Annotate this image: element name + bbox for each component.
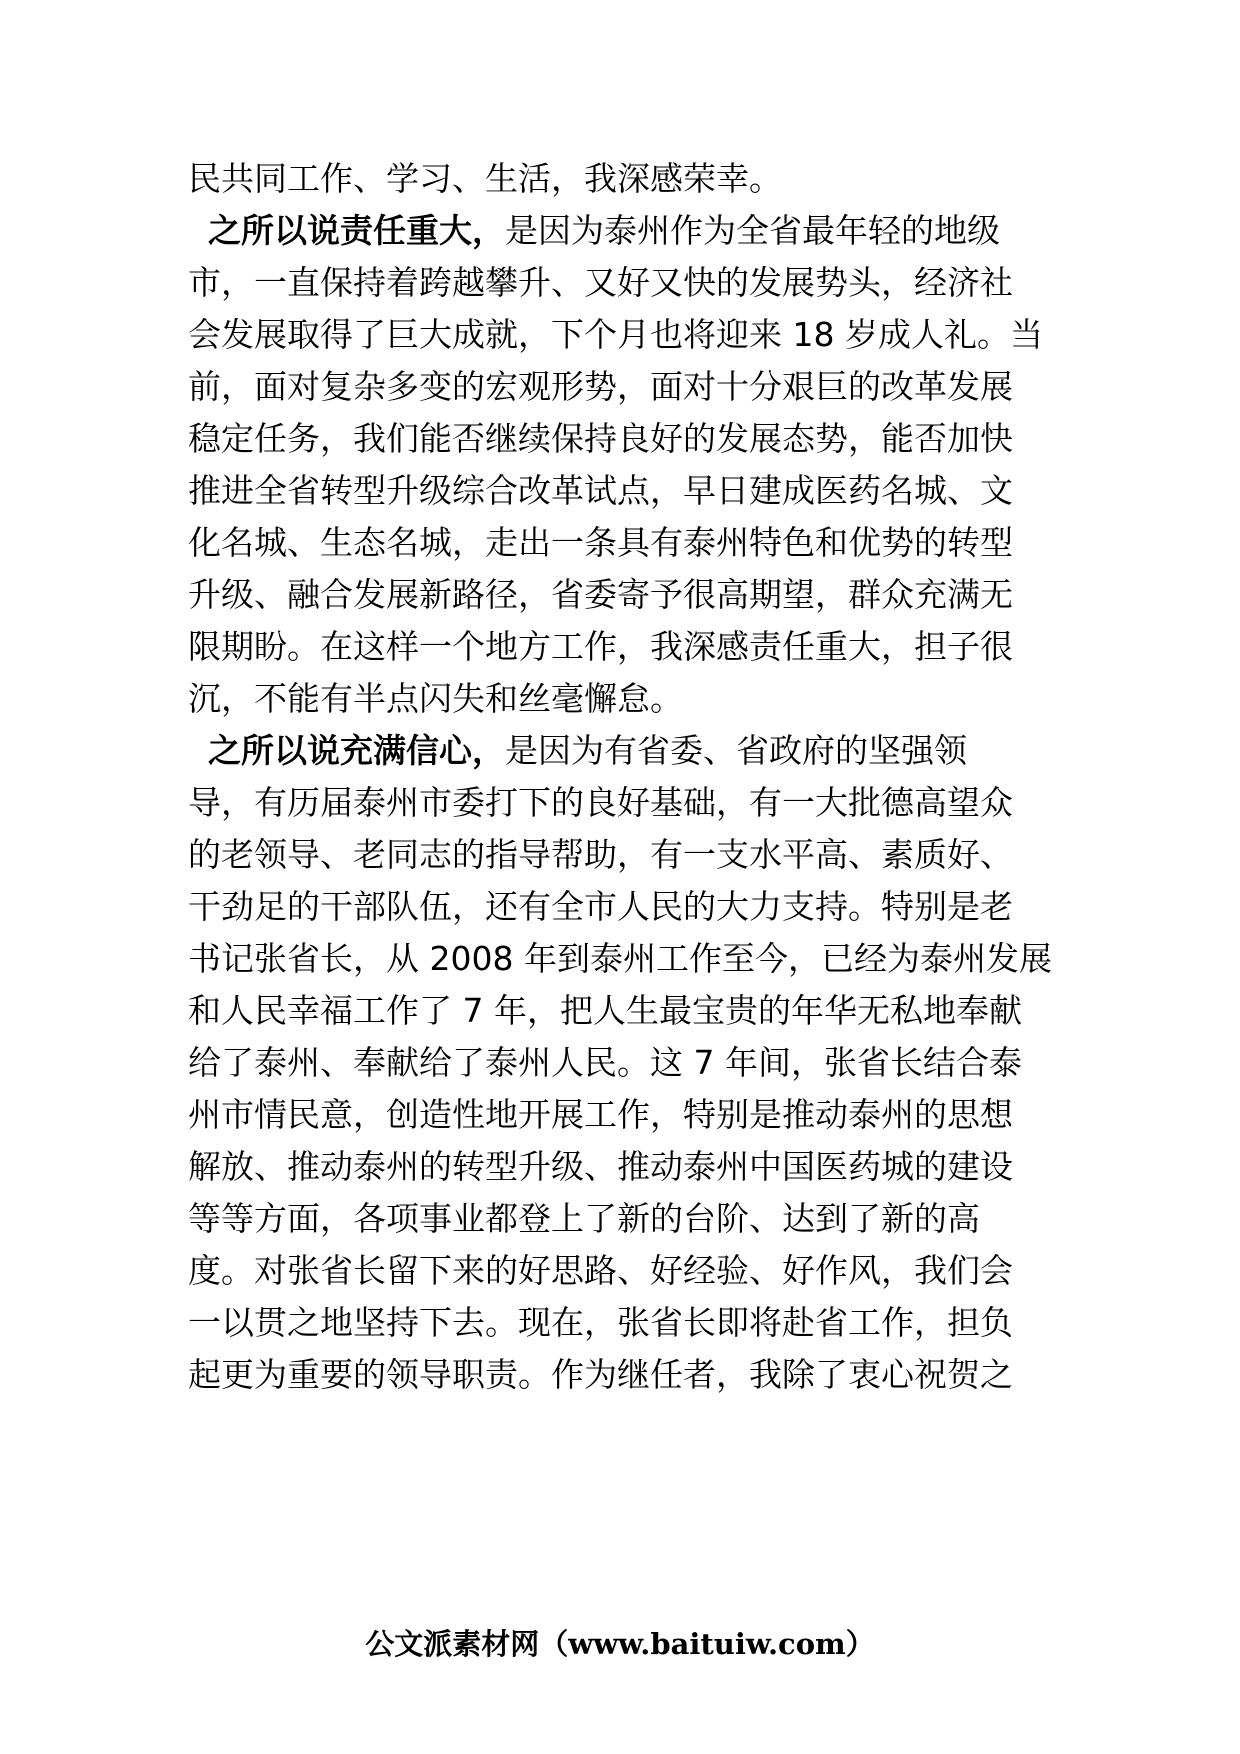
text-line <box>188 523 1013 563</box>
text-line-regular: 前，面对复杂多变的宏观形势，面对十分艰巨的改革发展 <box>188 367 1013 406</box>
text-line-regular: 的老领导、老同志的指导帮助，有一支水平高、素质好、 <box>188 835 1013 874</box>
text-line <box>188 471 1013 511</box>
text-line <box>188 1251 1013 1291</box>
text-line <box>188 1043 1022 1083</box>
text-line-regular: 起更为重要的领导职责。作为继任者，我除了衷心祝贺之 <box>188 1355 1013 1394</box>
text-line-regular: 州市情民意，创造性地开展工作，特别是推动泰州的思想 <box>188 1095 1013 1134</box>
text-line-regular: 给了泰州、奉献给了泰州人民。这 7 年间，张省长结合泰 <box>188 1043 1022 1082</box>
text-line <box>188 627 1013 667</box>
text-line-regular: 沉，不能有半点闪失和丝毫懈怠。 <box>188 679 683 718</box>
text-line-regular: 干劲足的干部队伍，还有全市人民的大力支持。特别是老 <box>188 887 1013 926</box>
text-line <box>188 419 1013 459</box>
text-line <box>188 1147 1013 1187</box>
page-footer: 公文派素材网（www.baituiw.com） <box>365 1627 875 1661</box>
text-line-regular: 市，一直保持着跨越攀升、又好又快的发展势头，经济社 <box>188 263 1013 302</box>
text-line <box>188 367 1013 407</box>
paragraph-start-line <box>208 211 1000 251</box>
text-line-regular: 化名城、生态名城，走出一条具有泰州特色和优势的转型 <box>188 523 1013 562</box>
text-line <box>188 783 1013 823</box>
text-line-regular: 会发展取得了巨大成就，下个月也将迎来 18 岁成人礼。当 <box>188 315 1043 354</box>
paragraph-start-line <box>208 731 967 771</box>
text-line <box>188 1355 1013 1395</box>
text-line-regular: 推进全省转型升级综合改革试点，早日建成医药名城、文 <box>188 471 1013 510</box>
text-line-regular: 导，有历届泰州市委打下的良好基础，有一大批德高望众 <box>188 783 1013 822</box>
text-line <box>188 887 1013 927</box>
text-line <box>188 1199 980 1239</box>
text-line <box>188 263 1013 303</box>
text-line-regular: 和人民幸福工作了 7 年，把人生最宝贵的年华无私地奉献 <box>188 991 1022 1030</box>
text-line-regular: 是因为泰州作为全省最年轻的地级 <box>505 211 1000 250</box>
text-line-regular: 升级、融合发展新路径，省委寄予很高期望，群众充满无 <box>188 575 1013 614</box>
text-line-bold: 之所以说责任重大， <box>208 211 505 250</box>
text-line <box>188 991 1022 1031</box>
text-line-regular: 民共同工作、学习、生活，我深感荣幸。 <box>188 159 782 198</box>
text-line <box>188 315 1043 355</box>
text-line <box>188 575 1013 615</box>
text-line-regular: 是因为有省委、省政府的坚强领 <box>505 731 967 770</box>
text-line <box>188 1095 1013 1135</box>
text-line-regular: 书记张省长，从 2008 年到泰州工作至今，已经为泰州发展 <box>188 939 1052 978</box>
text-line-regular: 稳定任务，我们能否继续保持良好的发展态势，能否加快 <box>188 419 1013 458</box>
text-line-regular: 限期盼。在这样一个地方工作，我深感责任重大，担子很 <box>188 627 1013 666</box>
text-line-regular: 度。对张省长留下来的好思路、好经验、好作风，我们会 <box>188 1251 1013 1290</box>
text-line <box>188 159 782 199</box>
text-line <box>188 939 1052 979</box>
text-line <box>188 679 683 719</box>
text-line-regular: 解放、推动泰州的转型升级、推动泰州中国医药城的建设 <box>188 1147 1013 1186</box>
text-line-regular: 一以贯之地坚持下去。现在，张省长即将赴省工作，担负 <box>188 1303 1013 1342</box>
text-line <box>188 835 1013 875</box>
text-line-regular: 等等方面，各项事业都登上了新的台阶、达到了新的高 <box>188 1199 980 1238</box>
text-line-bold: 之所以说充满信心， <box>208 731 505 770</box>
text-line <box>188 1303 1013 1343</box>
